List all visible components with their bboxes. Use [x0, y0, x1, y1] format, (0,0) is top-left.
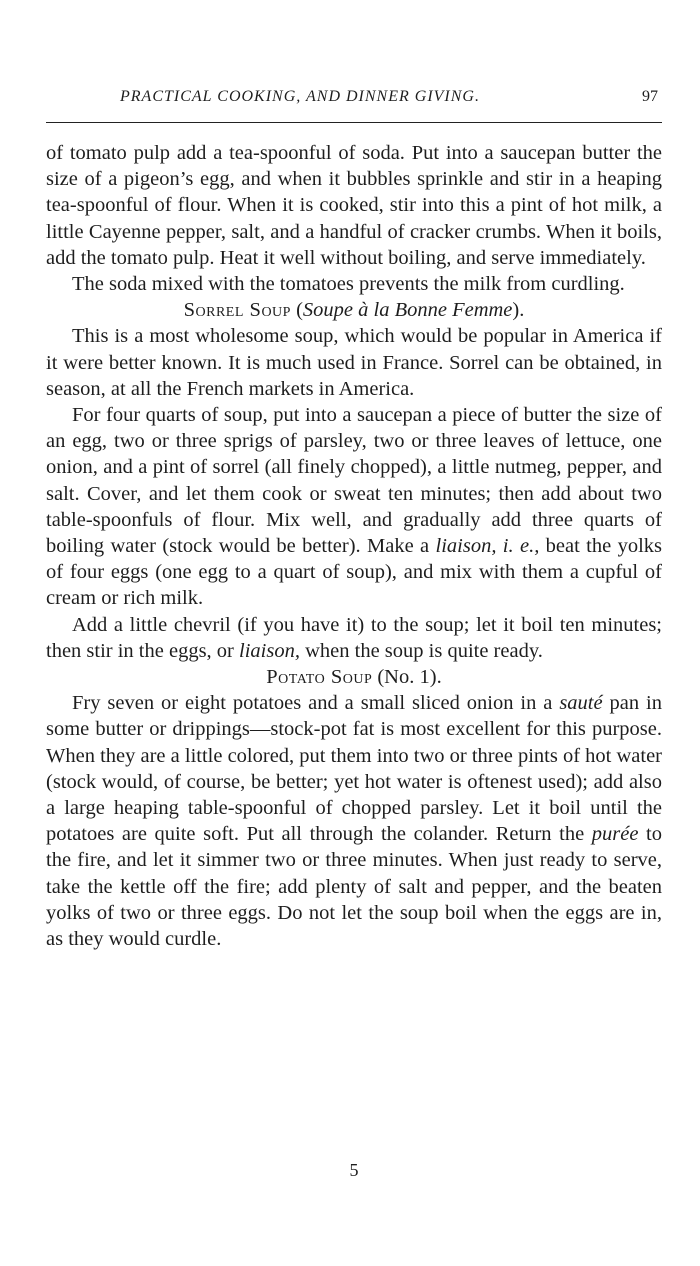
recipe-heading-sorrel-soup	[46, 297, 662, 323]
heading-title: Sorrel Soup	[183, 299, 291, 322]
paragraph-continuation: of tomato pulp add a tea-spoonful of soda. Put into a saucepan butter the size of a pigeon’s egg, and when it bubbles sprinkle and stir in a heaping tea-spoonful of flour. When it is cooked, stir into this a pint of hot milk, a little Cayenne pepper, salt, and a handful of cracker crumbs. When it boils, add the tomato pulp. Heat it well without boiling, and serve immediately.	[46, 142, 662, 269]
text-run: when the soup is quite ready.	[299, 639, 543, 662]
text-run: beat the yolks of four eggs (one egg to a quart of soup), and mix with them a cupful of cream or rich milk.	[46, 535, 662, 610]
running-title: PRACTICAL COOKING, AND DINNER GIVING.	[120, 88, 480, 105]
page-body	[46, 140, 662, 952]
text-run: pan in some butter or drippings—stock-pot fat is most excellent for this purpose. When they are a little colored, put them into two or three pints of hot water (stock would, of course, be better; yet hot water is oftenest used); add also a large heaping table-spoonful of chopped parsley. Let it boil until the potatoes are quite soft. Put all through the colander. Return the	[46, 692, 662, 846]
text-run: Fry seven or eight potatoes and a small sliced onion in a	[72, 692, 560, 715]
heading-subtitle: Soupe à la Bonne Femme	[302, 299, 513, 322]
heading-paren-close: ).	[512, 299, 525, 322]
text-run: to the fire, and let it simmer two or three minutes. When just ready to serve, take the kettle off the fire; add plenty of salt and pepper, and the beaten yolks of two or three eggs. Do not let the soup boil when the eggs are in, as they would curdle.	[46, 823, 662, 951]
recipe-heading-potato-soup	[46, 664, 662, 690]
page-number: 97	[642, 88, 658, 105]
paragraph-sorrel-finish	[46, 612, 662, 664]
italic-term: sauté	[559, 692, 603, 715]
text-run: For four quarts of soup, put into a saucepan a piece of butter the size of an egg, two or three sprigs of parsley, two or three leaves of lettuce, one onion, and a pint of sorrel (all finely chopped), a little nutmeg, pepper, and salt. Cover, and let them cook or sweat ten minutes; then add about two table-spoonfuls of flour. Mix well, and gradually add three quarts of boiling water (stock would be better). Make a	[46, 404, 662, 558]
italic-term: liaison, i. e.,	[435, 535, 540, 558]
paragraph-sorrel-intro: This is a most wholesome soup, which would be popular in America if it were better known. It is much used in France. Sorrel can be obtained, in season, at all the French markets in America.	[46, 325, 662, 400]
header-rule	[46, 122, 662, 123]
italic-term: liaison,	[239, 639, 300, 662]
text-run: Add a little chevril (if you have it) to the soup; let it boil ten minutes; then stir in the eggs, or	[46, 613, 662, 662]
italic-term: purée	[591, 823, 639, 846]
paragraph-sorrel-method	[46, 402, 662, 612]
heading-number: (No. 1).	[372, 666, 442, 689]
signature-mark: 5	[349, 1160, 359, 1180]
heading-paren-open: (	[290, 299, 303, 322]
paragraph-soda-note: The soda mixed with the tomatoes prevents the milk from curdling.	[72, 273, 625, 296]
paragraph-potato-method	[46, 690, 662, 952]
heading-title: Potato Soup	[266, 666, 373, 689]
running-head	[46, 88, 662, 112]
